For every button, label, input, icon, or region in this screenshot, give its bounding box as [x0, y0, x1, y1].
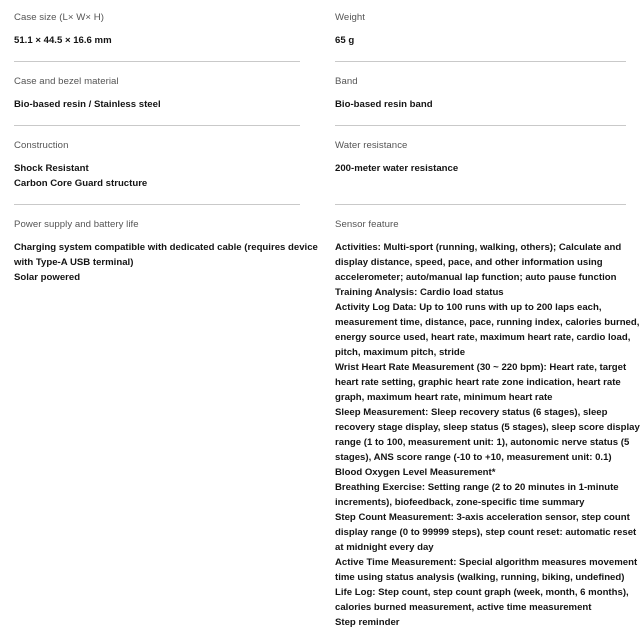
spec-value-line: energy source used, heart rate, maximum heart rate, cardio load,: [335, 332, 631, 343]
spec-value-line: 200-meter water resistance: [335, 163, 459, 174]
spec-label: Band: [335, 76, 358, 87]
spec-value-line: Training Analysis: Cardio load status: [335, 287, 504, 298]
spec-case-size: [14, 11, 300, 48]
spec-value: [14, 33, 300, 48]
spec-label: Power supply and battery life: [14, 219, 139, 230]
spec-value-line: Bio-based resin / Stainless steel: [14, 99, 161, 110]
spec-value-line: stages), ANS score range (-10 to +10, measurement unit: 0.1): [335, 452, 612, 463]
spec-value-line: heart rate setting, graphic heart rate zone indication, heart rate: [335, 377, 621, 388]
spec-value: [14, 97, 300, 112]
spec-label: Case size (L× W× H): [14, 12, 104, 23]
spec-value-line: Blood Oxygen Level Measurement*: [335, 467, 496, 478]
spec-label: Case and bezel material: [14, 76, 119, 87]
spec-case-material: [14, 75, 300, 112]
row-divider: [14, 61, 300, 62]
row-divider: [14, 204, 300, 205]
spec-value-line: display distance, speed, pace, and other information using: [335, 257, 603, 268]
spec-value-line: at midnight every day: [335, 542, 434, 553]
spec-value: [14, 240, 318, 285]
spec-value-line: Life Log: Step count, step count graph (week, month, 6 months),: [335, 587, 629, 598]
spec-value-line: recovery stage display, sleep status (5 stages), sleep score display: [335, 422, 640, 433]
spec-value-line: measurement time, distance, pace, running index, calories burned,: [335, 317, 640, 328]
spec-value-line: Step reminder: [335, 617, 400, 628]
spec-label: Weight: [335, 12, 365, 23]
spec-value-line: accelerometer; auto/manual lap function; auto pause function: [335, 272, 617, 283]
spec-value-line: Sleep Measurement: Sleep recovery status (6 stages), sleep: [335, 407, 608, 418]
spec-value-line: with Type-A USB terminal): [14, 257, 134, 268]
spec-value-line: graph, maximum heart rate, minimum heart rate: [335, 392, 553, 403]
spec-label: Construction: [14, 140, 69, 151]
spec-value: [335, 240, 640, 630]
spec-power-supply: [14, 218, 318, 285]
spec-construction: [14, 139, 300, 191]
spec-water-resistance: [335, 139, 625, 176]
spec-sensor-feature: [335, 218, 640, 630]
row-divider: [14, 125, 300, 126]
spec-value-line: Breathing Exercise: Setting range (2 to 20 minutes in 1-minute: [335, 482, 619, 493]
spec-value-line: Charging system compatible with dedicated cable (requires device: [14, 242, 318, 253]
spec-value-line: Shock Resistant: [14, 163, 89, 174]
spec-value: [335, 97, 625, 112]
spec-value-line: Carbon Core Guard structure: [14, 178, 148, 189]
spec-value-line: 51.1 × 44.5 × 16.6 mm: [14, 35, 112, 46]
spec-value: [14, 161, 300, 191]
spec-value-line: Solar powered: [14, 272, 81, 283]
spec-label: Water resistance: [335, 140, 408, 151]
spec-value-line: range (1 to 100, measurement unit: 1), autonomic nerve status (5: [335, 437, 630, 448]
row-divider: [335, 61, 626, 62]
spec-weight: [335, 11, 625, 48]
row-divider: [335, 204, 626, 205]
spec-value-line: Bio-based resin band: [335, 99, 433, 110]
spec-value-line: Active Time Measurement: Special algorithm measures movement: [335, 557, 638, 568]
spec-value-line: pitch, maximum pitch, stride: [335, 347, 466, 358]
spec-value-line: increments), biofeedback, zone-specific time summary: [335, 497, 585, 508]
spec-value-line: calories burned measurement, active time measurement: [335, 602, 592, 613]
row-divider: [335, 125, 626, 126]
spec-label: Sensor feature: [335, 219, 399, 230]
spec-value-line: Step Count Measurement: 3-axis acceleration sensor, step count: [335, 512, 630, 523]
spec-value-line: Activity Log Data: Up to 100 runs with up to 200 laps each,: [335, 302, 602, 313]
spec-value: [335, 161, 625, 176]
spec-value-line: Activities: Multi-sport (running, walking, others); Calculate and: [335, 242, 622, 253]
spec-value-line: time using status analysis (walking, running, biking, undefined): [335, 572, 625, 583]
spec-value-line: 65 g: [335, 35, 355, 46]
spec-value: [335, 33, 625, 48]
spec-value-line: Wrist Heart Rate Measurement (30 ~ 220 bpm): Heart rate, target: [335, 362, 627, 373]
spec-value-line: display range (0 to 99999 steps), step count reset: automatic reset: [335, 527, 637, 538]
spec-band: [335, 75, 625, 112]
